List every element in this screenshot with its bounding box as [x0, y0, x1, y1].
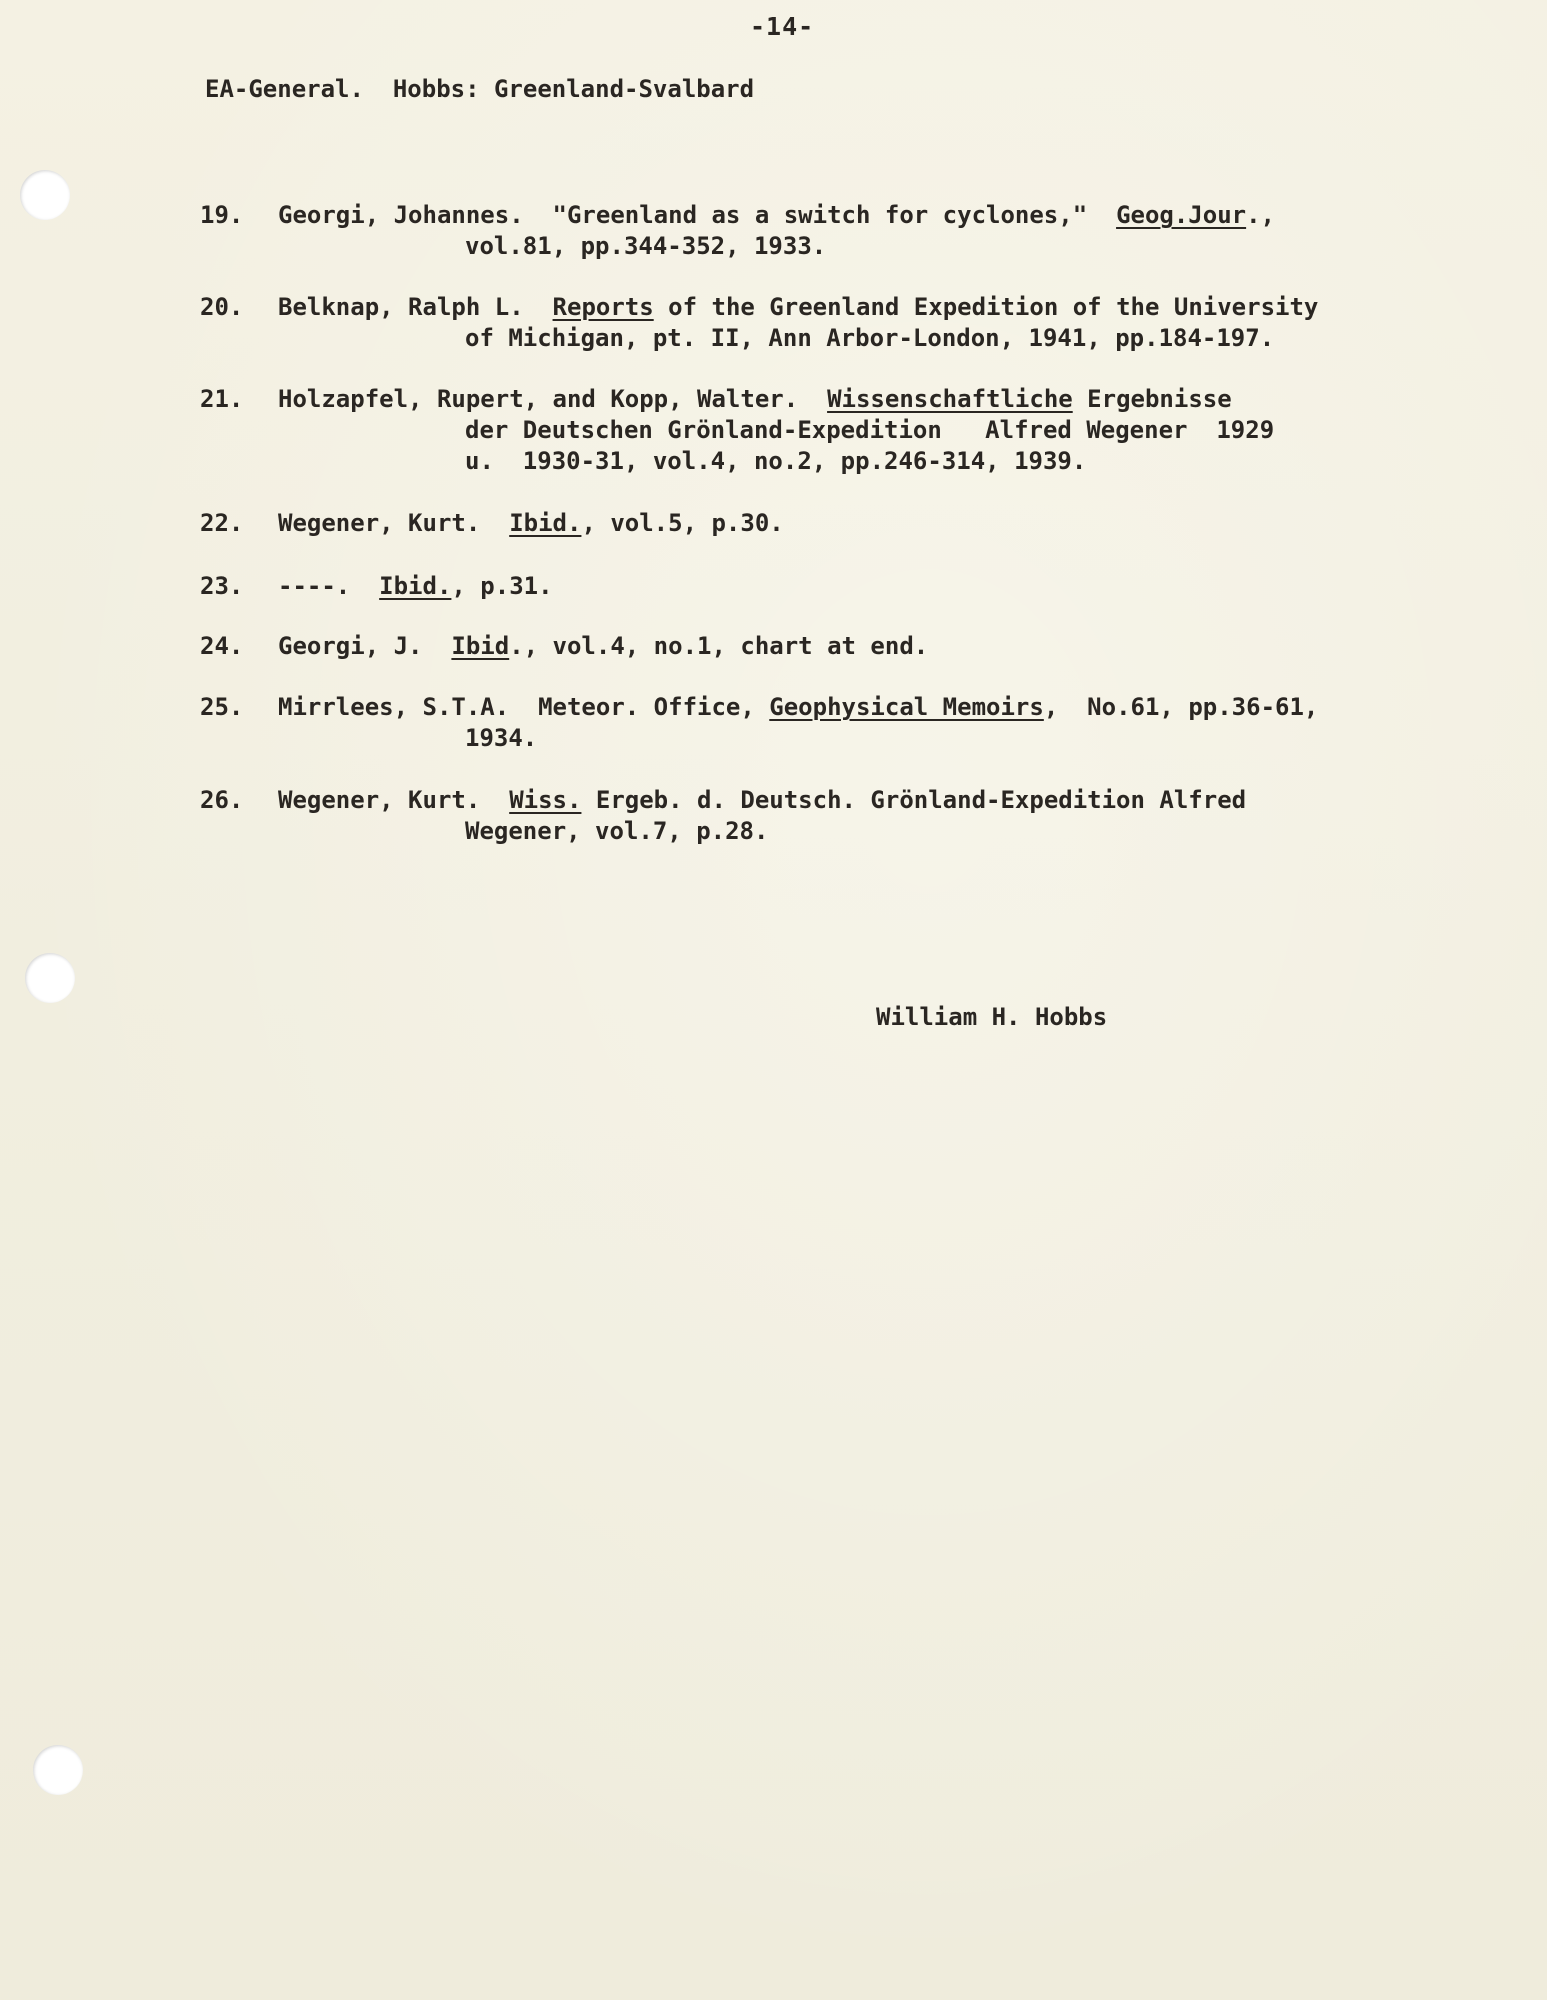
reference-continuation: of Michigan, pt. II, Ann Arbor-London, 1941, pp.184-197.	[465, 324, 1275, 352]
document-header: EA-General. Hobbs: Greenland-Svalbard	[205, 75, 755, 103]
reference-number: 26.	[200, 786, 244, 814]
underlined-title: Geog.Jour	[1116, 201, 1247, 229]
underlined-title: Wissenschaftliche	[827, 385, 1073, 413]
underlined-title: Geophysical Memoirs	[769, 693, 1044, 721]
underlined-title: Ibid.	[509, 509, 582, 537]
reference-text: Holzapfel, Rupert, and Kopp, Walter. Wissenschaftliche Ergebnisse	[278, 385, 1232, 413]
reference-number: 23.	[200, 572, 244, 600]
reference-number: 19.	[200, 201, 244, 229]
page-number: -14-	[750, 12, 815, 41]
reference-text: ----. Ibid., p.31.	[278, 572, 553, 600]
reference-number: 25.	[200, 693, 244, 721]
reference-continuation: vol.81, pp.344-352, 1933.	[465, 232, 827, 260]
reference-continuation: Wegener, vol.7, p.28.	[465, 817, 769, 845]
author-signature: William H. Hobbs	[876, 1003, 1108, 1031]
reference-continuation: u. 1930-31, vol.4, no.2, pp.246-314, 1939.	[465, 447, 1087, 475]
punch-hole-top	[20, 170, 70, 220]
punch-hole-bottom	[33, 1745, 83, 1795]
reference-text: Mirrlees, S.T.A. Meteor. Office, Geophysical Memoirs, No.61, pp.36-61,	[278, 693, 1319, 721]
underlined-title: Ibid	[451, 632, 510, 660]
reference-number: 22.	[200, 509, 244, 537]
reference-text: Georgi, Johannes. "Greenland as a switch for cyclones," Geog.Jour.,	[278, 201, 1276, 229]
reference-text: Wegener, Kurt. Ibid., vol.5, p.30.	[278, 509, 784, 537]
reference-number: 21.	[200, 385, 244, 413]
reference-continuation: 1934.	[465, 724, 538, 752]
underlined-title: Ibid.	[379, 572, 452, 600]
reference-continuation: der Deutschen Grönland-Expedition Alfred Wegener 1929	[465, 416, 1275, 444]
punch-hole-middle	[25, 953, 75, 1003]
underlined-title: Reports	[552, 293, 654, 321]
reference-number: 24.	[200, 632, 244, 660]
reference-number: 20.	[200, 293, 244, 321]
reference-text: Georgi, J. Ibid., vol.4, no.1, chart at end.	[278, 632, 929, 660]
reference-text: Belknap, Ralph L. Reports of the Greenland Expedition of the University	[278, 293, 1319, 321]
underlined-title: Wiss.	[509, 786, 582, 814]
reference-text: Wegener, Kurt. Wiss. Ergeb. d. Deutsch. Grönland-Expedition Alfred	[278, 786, 1247, 814]
